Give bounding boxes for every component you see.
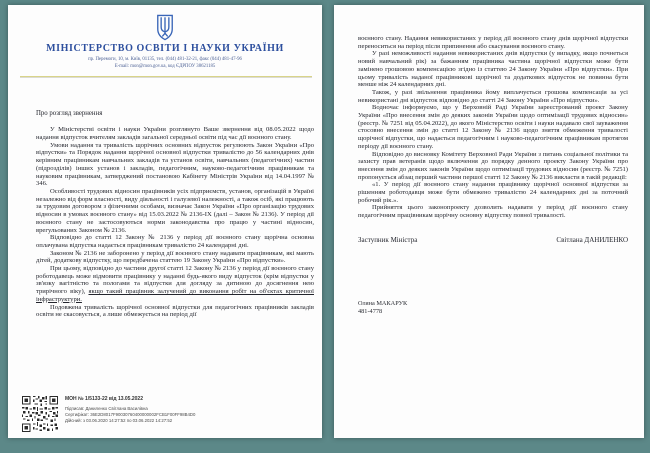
signer-name: Світлана ДАНИЛЕНКО: [556, 235, 628, 244]
paragraph: Водночас інформуємо, що у Верховній Раді України зареєстрований проект Закону України «Про внесення змін до деяких законів України щодо оптимізації трудових відносин» (реєстр. № 7251 від 05.04.2022), до якого Міністерство освіти і науки надавало свої зауваження стосовно внесення змін до статті 12 Закону № 2136 щодо зняття обмеження тривалості щорічної відпустки, що надається педагогічним і науково-педагогічним працівникам протягом періоду дії воєнного стану.: [358, 104, 628, 150]
digital-signature-stamp: [22, 396, 195, 432]
paragraph: Особливості трудових відносин працівників усіх підприємств, установ, організацій в Україні незалежно від форм власності, виду діяльності і галузевої належності, а також осіб, які працюють за трудовим договором з фізичними особами, визначає Закон України «Про організацію трудових відносин в умовах воєнного стану» від 15.03.2022 № 2136-IX (далі – Закон № 2136). У період дії воєнного стану не застосовуються норми законодавства про працю у частині відносин, врегульованих Законом № 2136.: [36, 188, 314, 234]
letter-body-page-2: [358, 35, 628, 316]
document-page-2: [334, 5, 644, 438]
address-line-2: E-mail: mon@mon.gov.ua, код ЄДРПОУ 38621185: [114, 64, 216, 70]
paragraph: Також, у разі звільнення працівника йому виплачується грошова компенсація за усі невикористані дні відпусток відповідно до статті 24 Закону України «Про відпустки».: [358, 88, 628, 104]
signature-block: [358, 236, 628, 244]
certificate-line: Сертифікат: 36E2D8017F90030760400000002FCB1F00FF98B4D0: [65, 412, 196, 418]
paragraph: Умови надання та тривалість щорічних основних відпусток регулюють Закон України «Про відпустки» та Порядок надання щорічної основної відпустки тривалістю до 56 календарних днів керівним працівникам навчальних закладів та установ освіти, навчальних (педагогічних) частин (підрозділів) інших установ і закладів, педагогічним, науково-педагогічним працівникам та науковим працівникам, затверджений постановою Кабінету Міністрів України від 14.04.1997 № 346.: [36, 141, 314, 188]
address-line-1: пр. Перемоги, 10, м. Київ, 01135, тел. (044) 481-32-21, факс (044) 481-47-96: [88, 57, 242, 62]
registration-number: МОН № 1/5133-22 від 13.05.2022: [65, 396, 143, 402]
ministry-title: МІНІСТЕРСТВО ОСВІТИ І НАУКИ УКРАЇНИ: [46, 43, 284, 54]
ukraine-trident-emblem-icon: [8, 14, 322, 41]
qr-code-icon: [22, 396, 58, 432]
executor-block: [358, 300, 628, 316]
letter-body-page-1: [36, 110, 314, 319]
validity-line: Дійсний: з 03.06.2020 14:27:52 по 03.06.2022 14:27:52: [65, 418, 173, 424]
subject-line: Про розгляд звернення: [36, 110, 103, 118]
executor-phone: 481-4778: [358, 307, 383, 315]
paragraph: Відповідно до статті 12 Закону № 2136 у період дії воєнного стану щорічна основна оплачувана відпустка надається працівникам тривалістю 24 календарні дні.: [36, 234, 314, 249]
paragraph: При цьому, відповідно до частини другої статті 12 Закону № 2136 у період дії воєнного стану роботодавець може відмовити працівнику у наданні будь-якого виду відпусток (крім відпустки у зв'язку вагітністю та пологами та відпустки для догляду за дитиною до досягнення нею трирічного віку), якщо такий працівник залучений до виконання робіт на об'єктах критичної інфраструктури.: [36, 265, 314, 303]
paragraph: У разі неможливості надання невикористаних днів відпустки (у випадку, якщо почнеться новий навчальний рік) за бажанням працівника частина щорічної відпустки може бути замінено грошовою компенсацією згідно із статтею 24 Закону України «Про відпустки». При цьому тривалість наданої працівникові щорічної та додаткових відпусток не повинна бути менше ніж 24 календарних дні.: [358, 50, 628, 89]
underlined-clause: якщо такий працівник залучений до виконання робіт на об'єктах критичної інфраструктури.: [36, 288, 314, 303]
paragraph: «1. У період дії воєнного стану надання працівнику щорічної основної відпустки за рішенням роботодавця може бути обмежено тривалістю 24 календарних дні за поточний робочий рік.».: [358, 181, 628, 204]
paragraph: Подовжена тривалість щорічної основної відпустки для педагогічних працівників закладів освіти не скасовується, а лише обмежується на період дії: [36, 303, 314, 319]
letterhead: [8, 14, 322, 77]
paragraph: У Міністерстві освіти і науки України розглянуто Ваше звернення від 08.05.2022 щодо надання відпусток вчителям закладів загальної середньої освіти під час дії воєнного стану.: [36, 126, 314, 142]
signed-by-line: Підписав: Даниленко Світлана Василівна: [65, 406, 148, 411]
paragraph: воєнного стану. Надання невикористаних у період дії воєнного стану днів щорічної відпустки переноситься на період після припинення або скасування воєнного стану.: [358, 35, 628, 50]
paragraph: Відповідно до висновку Комітету Верховної Ради України з питань соціальної політики та захисту прав ветеранів щодо включення до порядку денного проекту Закону України про внесення змін до деяких законів України щодо оптимізації трудових відносин (реєстр. № 7251) пропонується абзац перший частини першої статті 12 Закону № 2136 викласти в такій редакції:: [358, 150, 628, 181]
letterhead-divider: [20, 76, 312, 77]
paragraph: Законом № 2136 не заборонено у період дії воєнного стану надавати працівникам, які мають дітей, додаткову відпустку, що передбачена статтею 19 Закону України «Про відпустки».: [36, 249, 314, 265]
signer-position: Заступник Міністра: [358, 235, 418, 244]
document-page-1: [8, 5, 322, 438]
executor-name: Оляна МАКАРУК: [358, 299, 408, 307]
paragraph: Прийняття цього законопроекту дозволить надавати у період дії воєнного стану педагогічним працівникам щорічну основну відпустку повної тривалості.: [358, 204, 628, 220]
ministry-address: [8, 56, 322, 70]
